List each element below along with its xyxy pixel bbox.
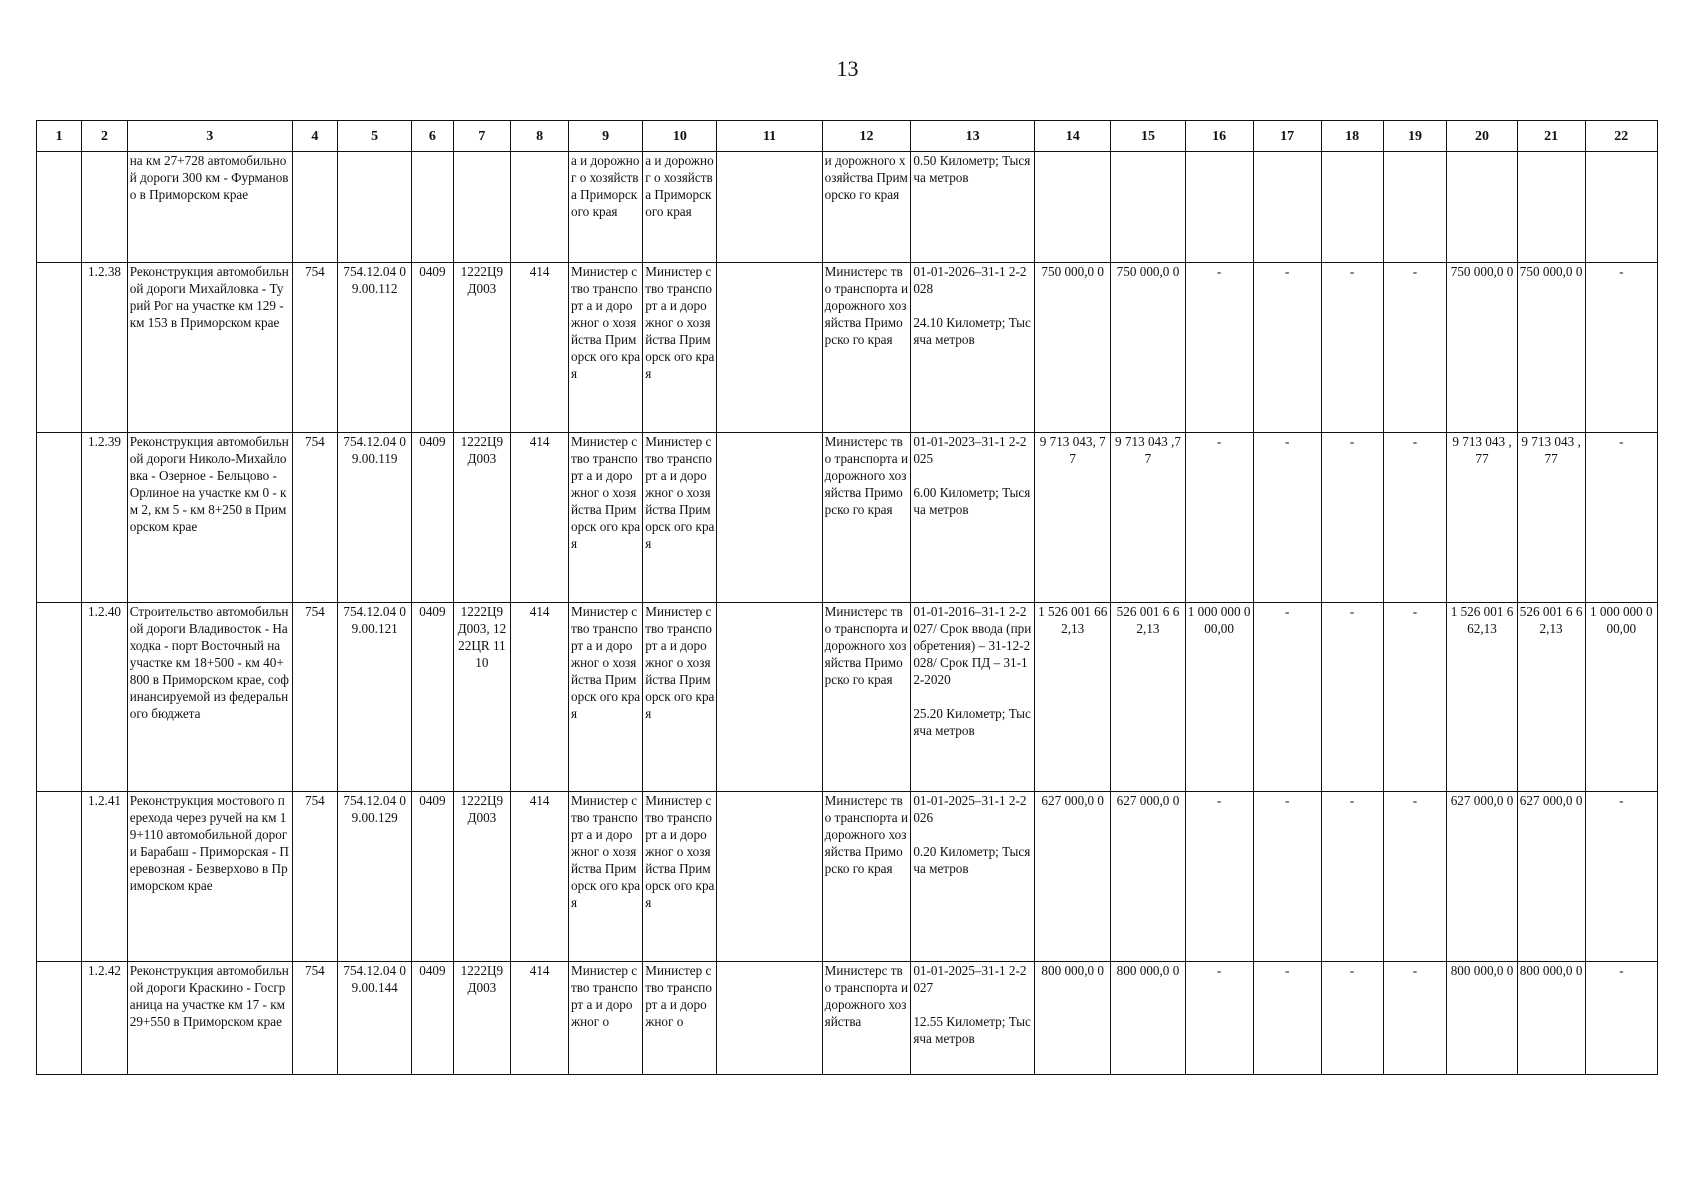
table-cell-col-22: - <box>1585 792 1657 962</box>
table-cell-col-17: - <box>1253 603 1321 792</box>
col-header: 22 <box>1585 121 1657 152</box>
col-header: 12 <box>822 121 911 152</box>
table-cell-col-7: 1222Ц9 Д003 <box>453 962 511 1075</box>
col-header: 16 <box>1185 121 1253 152</box>
table-cell-col-18: - <box>1321 263 1383 433</box>
col-header: 6 <box>412 121 453 152</box>
table-cell-col-6: 0409 <box>412 792 453 962</box>
table-cell-col-16: - <box>1185 962 1253 1075</box>
table-cell-col-2: 1.2.42 <box>82 962 127 1075</box>
table-cell-col-19: - <box>1383 433 1447 603</box>
table-cell-col-16: - <box>1185 263 1253 433</box>
table-cell-col-13: 01-01-2023–31-1 2-2025 6.00 Километр; Тысяча метров <box>911 433 1035 603</box>
table-cell-col-9: а и дорожног о хозяйства Приморск ого края <box>569 152 643 263</box>
table-cell-col-20: 800 000,0 0 <box>1447 962 1517 1075</box>
table-cell-col-9: Министер ство транспорт а и дорожног о хозяйства Приморск ого края <box>569 433 643 603</box>
table-cell-col-5: 754.12.04 09.00.121 <box>338 603 412 792</box>
table-cell-col-22: - <box>1585 433 1657 603</box>
table-cell-col-10: а и дорожног о хозяйства Приморск ого края <box>643 152 717 263</box>
col-header: 20 <box>1447 121 1517 152</box>
table-cell-col-12: Министерс тво транспорта и дорожного хозяйства Приморско го края <box>822 263 911 433</box>
table-cell-col-16: - <box>1185 792 1253 962</box>
table-cell-col-1 <box>37 433 82 603</box>
table-cell-col-15: 800 000,0 0 <box>1111 962 1185 1075</box>
table-cell-col-10: Министер ство транспорт а и дорожног о хозяйства Приморск ого края <box>643 433 717 603</box>
table-cell-col-13: 01-01-2025–31-1 2-2027 12.55 Километр; Тысяча метров <box>911 962 1035 1075</box>
table-cell-col-20: 627 000,0 0 <box>1447 792 1517 962</box>
table-cell-col-7: 1222Ц9 Д003, 1222ЦR 1110 <box>453 603 511 792</box>
table-cell-col-12: Министерс тво транспорта и дорожного хозяйства Приморско го края <box>822 433 911 603</box>
table-cell-col-20: 9 713 043 ,77 <box>1447 433 1517 603</box>
table-cell-col-9: Министер ство транспорт а и дорожног о хозяйства Приморск ого края <box>569 603 643 792</box>
table-cell-col-5: 754.12.04 09.00.144 <box>338 962 412 1075</box>
table-cell-col-2 <box>82 152 127 263</box>
col-header: 13 <box>911 121 1035 152</box>
table-cell-col-15: 526 001 6 62,13 <box>1111 603 1185 792</box>
table-cell-col-10: Министер ство транспорт а и дорожног о хозяйства Приморск ого края <box>643 603 717 792</box>
table-cell-col-3: Реконструкция автомобильной дороги Михайловка - Турий Рог на участке км 129 - км 153 в Приморском крае <box>127 263 292 433</box>
col-header: 11 <box>717 121 822 152</box>
table-cell-col-14: 1 526 001 662,13 <box>1035 603 1111 792</box>
table-cell-col-3: Реконструкция автомобильной дороги Николо-Михайловка - Озерное - Бельцово - Орлиное на участке км 0 - км 2, км 5 - км 8+250 в Приморском крае <box>127 433 292 603</box>
table-cell-col-17 <box>1253 152 1321 263</box>
table-cell-col-21: 526 001 6 62,13 <box>1517 603 1585 792</box>
table-cell-col-17: - <box>1253 962 1321 1075</box>
table-row <box>37 962 1658 1075</box>
table-cell-col-4 <box>292 152 337 263</box>
table-cell-col-13: 01-01-2016–31-1 2-2027/ Срок ввода (приобретения) – 31-12-2028/ Срок ПД – 31-12-2020 25.20 Километр; Тысяча метров <box>911 603 1035 792</box>
table-cell-col-21: 800 000,0 0 <box>1517 962 1585 1075</box>
table-row <box>37 263 1658 433</box>
table-cell-col-5: 754.12.04 09.00.129 <box>338 792 412 962</box>
table-cell-col-18: - <box>1321 962 1383 1075</box>
col-header: 14 <box>1035 121 1111 152</box>
table-cell-col-1 <box>37 152 82 263</box>
table-cell-col-6 <box>412 152 453 263</box>
col-header: 10 <box>643 121 717 152</box>
table-cell-col-2: 1.2.38 <box>82 263 127 433</box>
table-cell-col-3: Строительство автомобильной дороги Владивосток - Находка - порт Восточный на участке км 18+500 - км 40+800 в Приморском крае, софинансируемой из федерального бюджета <box>127 603 292 792</box>
table-cell-col-4: 754 <box>292 962 337 1075</box>
col-header: 1 <box>37 121 82 152</box>
table-cell-col-8: 414 <box>511 433 569 603</box>
table-cell-col-12: и дорожного хозяйства Приморско го края <box>822 152 911 263</box>
table-cell-col-15: 627 000,0 0 <box>1111 792 1185 962</box>
table-cell-col-2: 1.2.40 <box>82 603 127 792</box>
table-cell-col-8 <box>511 152 569 263</box>
table-cell-col-12: Министерс тво транспорта и дорожного хозяйства <box>822 962 911 1075</box>
col-header: 21 <box>1517 121 1585 152</box>
table-cell-col-22 <box>1585 152 1657 263</box>
table-row <box>37 433 1658 603</box>
table-cell-col-9: Министер ство транспорт а и дорожног о хозяйства Приморск ого края <box>569 792 643 962</box>
table-cell-col-20: 750 000,0 0 <box>1447 263 1517 433</box>
table-cell-col-18: - <box>1321 792 1383 962</box>
table-cell-col-12: Министерс тво транспорта и дорожного хозяйства Приморско го края <box>822 792 911 962</box>
col-header: 5 <box>338 121 412 152</box>
table-cell-col-5 <box>338 152 412 263</box>
table-cell-col-14: 627 000,0 0 <box>1035 792 1111 962</box>
table-cell-col-16: 1 000 000 000,00 <box>1185 603 1253 792</box>
table-cell-col-8: 414 <box>511 962 569 1075</box>
table-cell-col-4: 754 <box>292 263 337 433</box>
table-cell-col-22: - <box>1585 263 1657 433</box>
table-row <box>37 152 1658 263</box>
col-header: 17 <box>1253 121 1321 152</box>
table-cell-col-3: Реконструкция мостового перехода через ручей на км 19+110 автомобильной дороги Барабаш - Приморская - Перевозная - Безверхово в Приморском крае <box>127 792 292 962</box>
table-cell-col-7: 1222Ц9 Д003 <box>453 433 511 603</box>
table-row <box>37 603 1658 792</box>
table-cell-col-10: Министер ство транспорт а и дорожног о <box>643 962 717 1075</box>
table-cell-col-3: на км 27+728 автомобильной дороги 300 км - Фурманово в Приморском крае <box>127 152 292 263</box>
table-cell-col-20: 1 526 001 662,13 <box>1447 603 1517 792</box>
table-cell-col-4: 754 <box>292 603 337 792</box>
table-cell-col-14 <box>1035 152 1111 263</box>
table-cell-col-11 <box>717 962 822 1075</box>
table-cell-col-6: 0409 <box>412 263 453 433</box>
table-cell-col-18 <box>1321 152 1383 263</box>
table-cell-col-19: - <box>1383 603 1447 792</box>
table-cell-col-4: 754 <box>292 433 337 603</box>
col-header: 9 <box>569 121 643 152</box>
table-body <box>37 152 1658 1075</box>
table-cell-col-5: 754.12.04 09.00.112 <box>338 263 412 433</box>
table-cell-col-14: 9 713 043, 77 <box>1035 433 1111 603</box>
table-cell-col-11 <box>717 603 822 792</box>
table-row <box>37 792 1658 962</box>
table-cell-col-11 <box>717 433 822 603</box>
table-cell-col-19: - <box>1383 792 1447 962</box>
table-cell-col-9: Министер ство транспорт а и дорожног о хозяйства Приморск ого края <box>569 263 643 433</box>
table-cell-col-21 <box>1517 152 1585 263</box>
table-cell-col-16 <box>1185 152 1253 263</box>
table-cell-col-21: 627 000,0 0 <box>1517 792 1585 962</box>
table-cell-col-4: 754 <box>292 792 337 962</box>
col-header: 2 <box>82 121 127 152</box>
table-cell-col-19: - <box>1383 263 1447 433</box>
table-cell-col-1 <box>37 603 82 792</box>
table-cell-col-13: 0.50 Километр; Тысяча метров <box>911 152 1035 263</box>
table-cell-col-1 <box>37 263 82 433</box>
table-cell-col-19 <box>1383 152 1447 263</box>
table-cell-col-17: - <box>1253 433 1321 603</box>
table-cell-col-9: Министер ство транспорт а и дорожног о <box>569 962 643 1075</box>
table-cell-col-7 <box>453 152 511 263</box>
table-cell-col-22: - <box>1585 962 1657 1075</box>
table-cell-col-1 <box>37 962 82 1075</box>
col-header: 8 <box>511 121 569 152</box>
table-cell-col-19: - <box>1383 962 1447 1075</box>
table-cell-col-3: Реконструкция автомобильной дороги Краскино - Госграница на участке км 17 - км 29+550 в Приморском крае <box>127 962 292 1075</box>
table-cell-col-15: 750 000,0 0 <box>1111 263 1185 433</box>
budget-table <box>36 120 1658 1075</box>
header-row <box>37 121 1658 152</box>
table-cell-col-10: Министер ство транспорт а и дорожног о хозяйства Приморск ого края <box>643 792 717 962</box>
table-cell-col-14: 750 000,0 0 <box>1035 263 1111 433</box>
table-cell-col-13: 01-01-2025–31-1 2-2026 0.20 Километр; Тысяча метров <box>911 792 1035 962</box>
table-cell-col-2: 1.2.41 <box>82 792 127 962</box>
table-cell-col-15: 9 713 043 ,77 <box>1111 433 1185 603</box>
table-cell-col-2: 1.2.39 <box>82 433 127 603</box>
table-cell-col-7: 1222Ц9 Д003 <box>453 792 511 962</box>
table-cell-col-22: 1 000 000 000,00 <box>1585 603 1657 792</box>
table-cell-col-6: 0409 <box>412 603 453 792</box>
table-cell-col-11 <box>717 263 822 433</box>
table-cell-col-18: - <box>1321 433 1383 603</box>
table-cell-col-21: 9 713 043 ,77 <box>1517 433 1585 603</box>
table-cell-col-12: Министерс тво транспорта и дорожного хозяйства Приморско го края <box>822 603 911 792</box>
table-cell-col-6: 0409 <box>412 962 453 1075</box>
col-header: 7 <box>453 121 511 152</box>
table-cell-col-10: Министер ство транспорт а и дорожног о хозяйства Приморск ого края <box>643 263 717 433</box>
col-header: 19 <box>1383 121 1447 152</box>
page-number: 13 <box>836 56 859 81</box>
table-cell-col-15 <box>1111 152 1185 263</box>
table-cell-col-7: 1222Ц9 Д003 <box>453 263 511 433</box>
table-cell-col-20 <box>1447 152 1517 263</box>
col-header: 18 <box>1321 121 1383 152</box>
table-cell-col-21: 750 000,0 0 <box>1517 263 1585 433</box>
table-cell-col-8: 414 <box>511 792 569 962</box>
col-header: 4 <box>292 121 337 152</box>
table-cell-col-14: 800 000,0 0 <box>1035 962 1111 1075</box>
table-cell-col-8: 414 <box>511 603 569 792</box>
table-cell-col-8: 414 <box>511 263 569 433</box>
table-cell-col-17: - <box>1253 792 1321 962</box>
table-cell-col-5: 754.12.04 09.00.119 <box>338 433 412 603</box>
table-cell-col-11 <box>717 792 822 962</box>
table-cell-col-13: 01-01-2026–31-1 2-2028 24.10 Километр; Тысяча метров <box>911 263 1035 433</box>
table-cell-col-16: - <box>1185 433 1253 603</box>
table-cell-col-18: - <box>1321 603 1383 792</box>
table-cell-col-1 <box>37 792 82 962</box>
table-cell-col-17: - <box>1253 263 1321 433</box>
col-header: 3 <box>127 121 292 152</box>
table-cell-col-11 <box>717 152 822 263</box>
table-cell-col-6: 0409 <box>412 433 453 603</box>
col-header: 15 <box>1111 121 1185 152</box>
